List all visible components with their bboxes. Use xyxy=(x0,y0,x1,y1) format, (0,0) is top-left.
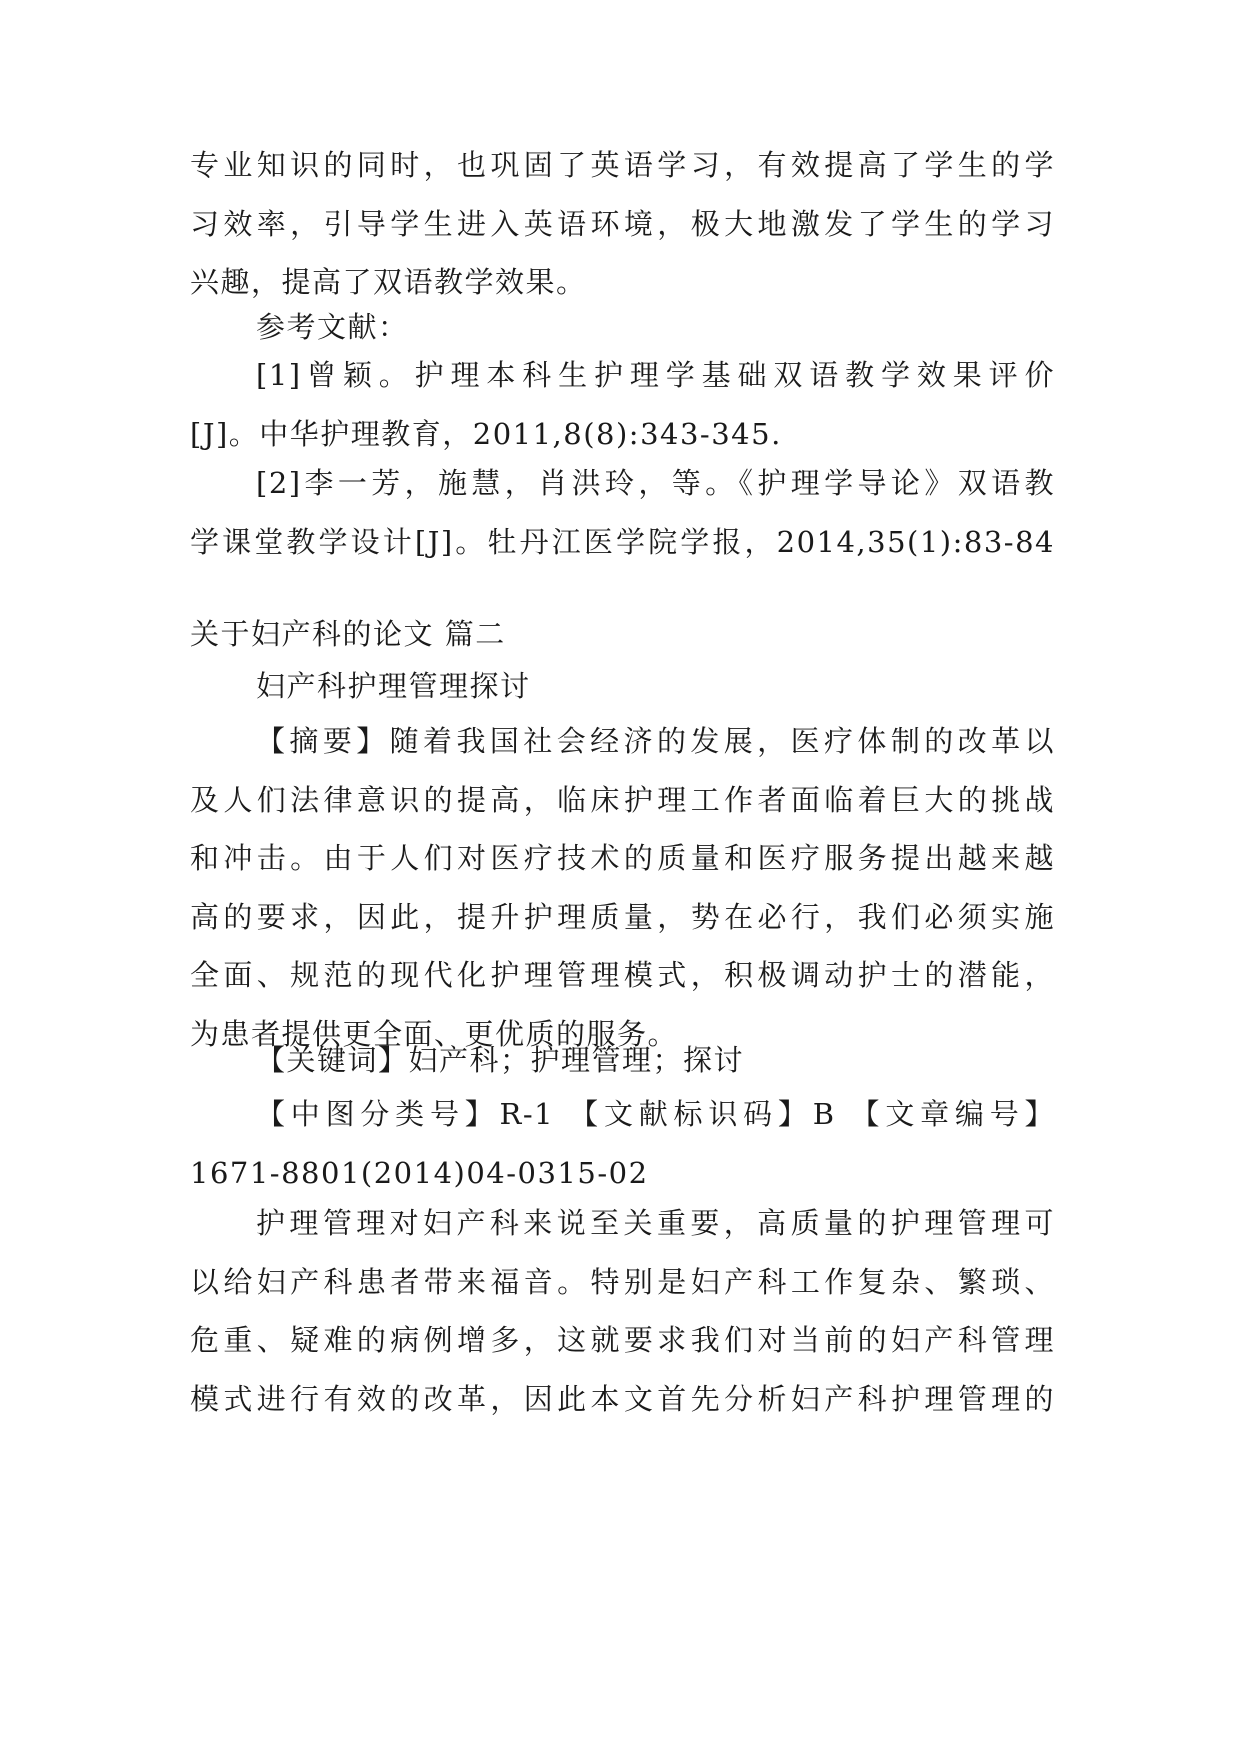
text-line: 专业知识的同时，也巩固了英语学习，有效提高了学生的学 xyxy=(190,148,1055,182)
text-line: 【中图分类号】R-1 【文献标识码】B 【文章编号】 xyxy=(256,1097,1055,1131)
section-title: 关于妇产科的论文 篇二 xyxy=(190,617,506,651)
text-line: [2]李一芳，施慧，肖洪玲，等。《护理学导论》双语教 xyxy=(256,466,1055,500)
text-line: 全面、规范的现代化护理管理模式，积极调动护士的潜能， xyxy=(190,958,1055,992)
text-line: 高的要求，因此，提升护理质量，势在必行，我们必须实施 xyxy=(190,899,1055,934)
article-title: 妇产科护理管理探讨 xyxy=(256,669,531,703)
text-line: 以给妇产科患者带来福音。特别是妇产科工作复杂、繁琐、 xyxy=(190,1264,1055,1299)
text-line: 危重、疑难的病例增多，这就要求我们对当前的妇产科管理 xyxy=(190,1323,1055,1357)
reference-2 xyxy=(190,454,1055,571)
text-line: 和冲击。由于人们对医疗技术的质量和医疗服务提出越来越 xyxy=(190,841,1055,875)
classification-block xyxy=(190,1085,1055,1202)
text-line: 护理管理对妇产科来说至关重要，高质量的护理管理可 xyxy=(256,1206,1055,1240)
text-line: 为患者提供更全面、更优质的服务。 xyxy=(190,1016,679,1051)
text-line: 及人们法律意识的提高，临床护理工作者面临着巨大的挑战 xyxy=(190,782,1055,817)
section2-title-block xyxy=(190,605,1055,664)
references-heading: 参考文献： xyxy=(256,310,409,344)
text-line: 兴趣，提高了双语教学效果。 xyxy=(190,265,587,299)
section1-paragraph xyxy=(190,136,1055,312)
text-line: 学课堂教学设计[J]。牡丹江医学院学报，2014,35(1):83-84 xyxy=(190,524,1055,559)
keywords: 【关键词】妇产科；护理管理；探讨 xyxy=(256,1043,745,1077)
text-line: 1671-8801(2014)04-0315-02 xyxy=(190,1155,649,1190)
reference-1 xyxy=(190,346,1055,463)
text-line: 【摘要】随着我国社会经济的发展，医疗体制的改革以 xyxy=(256,724,1055,758)
text-line: [1]曾颖。护理本科生护理学基础双语教学效果评价 xyxy=(256,358,1055,392)
body-paragraph xyxy=(190,1194,1055,1428)
article-title-block xyxy=(190,657,1055,716)
text-line: [J]。中华护理教育，2011,8(8):343-345. xyxy=(190,416,782,451)
keywords-block xyxy=(190,1031,1055,1090)
text-line: 习效率，引导学生进入英语环境，极大地激发了学生的学习 xyxy=(190,206,1055,241)
abstract-paragraph xyxy=(190,712,1055,1063)
text-line: 模式进行有效的改革，因此本文首先分析妇产科护理管理的 xyxy=(190,1381,1055,1416)
